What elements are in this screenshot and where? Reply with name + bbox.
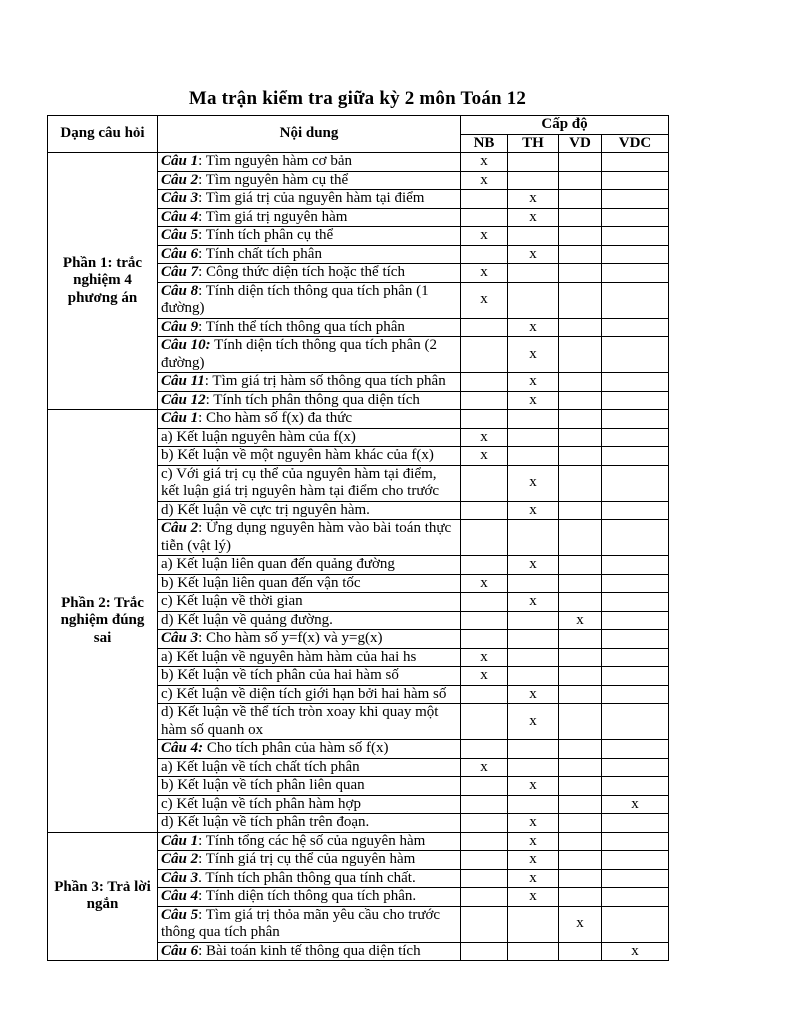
content-cell: c) Kết luận về thời gian — [158, 593, 461, 612]
section-label-2: Phần 2: Trắc nghiệm đúng sai — [48, 410, 158, 833]
level-mark-cell-vdc — [602, 611, 669, 630]
level-mark-cell-nb — [461, 556, 508, 575]
level-mark-cell-vd — [559, 520, 602, 556]
content-cell: Câu 1: Tính tổng các hệ số của nguyên hàm — [158, 832, 461, 851]
level-mark-cell-vd — [559, 593, 602, 612]
level-mark-cell-th — [508, 520, 559, 556]
level-mark-cell-vdc — [602, 465, 669, 501]
level-mark-cell-nb — [461, 520, 508, 556]
level-mark-cell-vdc — [602, 373, 669, 392]
level-mark-cell-nb — [461, 337, 508, 373]
level-mark-cell-th — [508, 906, 559, 942]
content-cell: b) Kết luận về một nguyên hàm khác của f(x) — [158, 447, 461, 466]
level-mark-cell-th: x — [508, 685, 559, 704]
level-mark-cell-th — [508, 667, 559, 686]
level-mark-cell-th — [508, 264, 559, 283]
level-mark-cell-vdc — [602, 337, 669, 373]
level-mark-cell-nb: x — [461, 282, 508, 318]
level-mark-cell-th: x — [508, 190, 559, 209]
question-number: Câu 12 — [161, 391, 206, 408]
question-number: Câu 5 — [161, 906, 199, 923]
question-number: Câu 11 — [161, 373, 205, 389]
level-mark-cell-th — [508, 740, 559, 759]
level-mark-cell-nb — [461, 593, 508, 612]
level-mark-cell-nb: x — [461, 648, 508, 667]
level-mark-cell-nb — [461, 888, 508, 907]
content-cell: Câu 12: Tính tích phân thông qua diện tích — [158, 391, 461, 410]
level-mark-cell-nb — [461, 465, 508, 501]
level-mark-cell-th — [508, 171, 559, 190]
question-number: Câu 1 — [161, 153, 199, 169]
content-cell: Câu 1: Cho hàm số f(x) đa thức — [158, 410, 461, 429]
level-mark-cell-vd — [559, 630, 602, 649]
level-mark-cell-th: x — [508, 391, 559, 410]
header-content: Nội dung — [158, 116, 461, 153]
level-mark-cell-vd — [559, 373, 602, 392]
level-mark-cell-vdc — [602, 318, 669, 337]
level-mark-cell-th: x — [508, 337, 559, 373]
table-row — [48, 410, 669, 429]
level-mark-cell-th — [508, 410, 559, 429]
content-cell: d) Kết luận về tích phân trên đoạn. — [158, 814, 461, 833]
level-mark-cell-th: x — [508, 245, 559, 264]
level-mark-cell-vd — [559, 245, 602, 264]
level-mark-cell-nb: x — [461, 447, 508, 466]
level-mark-cell-vd — [559, 758, 602, 777]
content-cell: Câu 8: Tính diện tích thông qua tích phân (1 đường) — [158, 282, 461, 318]
level-mark-cell-nb: x — [461, 153, 508, 172]
matrix-table-body — [48, 153, 669, 961]
level-mark-cell-vdc — [602, 740, 669, 759]
header-row-1 — [48, 116, 669, 135]
level-mark-cell-nb — [461, 906, 508, 942]
content-cell: d) Kết luận về cực trị nguyên hàm. — [158, 501, 461, 520]
level-mark-cell-vdc — [602, 777, 669, 796]
level-mark-cell-vd — [559, 777, 602, 796]
level-mark-cell-vd — [559, 153, 602, 172]
content-cell: Câu 4: Tính diện tích thông qua tích phân. — [158, 888, 461, 907]
level-mark-cell-nb: x — [461, 667, 508, 686]
level-mark-cell-vdc — [602, 227, 669, 246]
level-mark-cell-nb: x — [461, 758, 508, 777]
level-mark-cell-vd — [559, 190, 602, 209]
level-mark-cell-nb — [461, 869, 508, 888]
table-header — [48, 116, 669, 153]
level-mark-cell-vd — [559, 667, 602, 686]
level-mark-cell-vdc — [602, 574, 669, 593]
content-cell: c) Với giá trị cụ thể của nguyên hàm tại điểm, kết luận giá trị nguyên hàm tại điểm cho trước — [158, 465, 461, 501]
question-number: Câu 2 — [161, 171, 199, 188]
content-cell: Câu 4: Cho tích phân của hàm số f(x) — [158, 740, 461, 759]
level-mark-cell-vdc — [602, 888, 669, 907]
content-cell: b) Kết luận liên quan đến vận tốc — [158, 574, 461, 593]
level-mark-cell-th — [508, 648, 559, 667]
level-mark-cell-nb — [461, 318, 508, 337]
question-number: Câu 4: — [161, 740, 204, 756]
level-mark-cell-nb — [461, 190, 508, 209]
question-number: Câu 2 — [161, 851, 199, 867]
header-level-th: TH — [508, 134, 559, 153]
level-mark-cell-nb — [461, 851, 508, 870]
header-level-group: Cấp độ — [461, 116, 669, 135]
content-cell: Câu 6: Tính chất tích phân — [158, 245, 461, 264]
level-mark-cell-vd — [559, 264, 602, 283]
level-mark-cell-th: x — [508, 208, 559, 227]
level-mark-cell-vd — [559, 337, 602, 373]
content-cell: Câu 9: Tính thể tích thông qua tích phân — [158, 318, 461, 337]
content-cell: b) Kết luận về tích phân liên quan — [158, 777, 461, 796]
content-cell: Câu 3: Tìm giá trị của nguyên hàm tại điểm — [158, 190, 461, 209]
question-number: Câu 4 — [161, 888, 199, 904]
level-mark-cell-vd — [559, 391, 602, 410]
level-mark-cell-th — [508, 630, 559, 649]
content-cell: d) Kết luận về thể tích tròn xoay khi quay một hàm số quanh ox — [158, 704, 461, 740]
level-mark-cell-th: x — [508, 777, 559, 796]
table-row — [48, 832, 669, 851]
content-cell: Câu 2: Ứng dụng nguyên hàm vào bài toán thực tiễn (vật lý) — [158, 520, 461, 556]
level-mark-cell-vdc — [602, 593, 669, 612]
level-mark-cell-vdc — [602, 906, 669, 942]
level-mark-cell-vd — [559, 318, 602, 337]
question-number: Câu 10: — [161, 337, 211, 353]
level-mark-cell-vd — [559, 282, 602, 318]
content-cell: Câu 4: Tìm giá trị nguyên hàm — [158, 208, 461, 227]
content-cell: Câu 10: Tính diện tích thông qua tích phân (2 đường) — [158, 337, 461, 373]
level-mark-cell-vdc — [602, 814, 669, 833]
level-mark-cell-vd — [559, 832, 602, 851]
level-mark-cell-nb — [461, 704, 508, 740]
level-mark-cell-nb — [461, 685, 508, 704]
level-mark-cell-vdc — [602, 685, 669, 704]
content-cell: b) Kết luận về tích phân của hai hàm số — [158, 667, 461, 686]
question-number: Câu 2 — [161, 520, 199, 536]
level-mark-cell-vdc — [602, 630, 669, 649]
level-mark-cell-nb — [461, 795, 508, 814]
header-level-vdc: VDC — [602, 134, 669, 153]
level-mark-cell-th — [508, 758, 559, 777]
question-number: Câu 3 — [161, 869, 199, 886]
level-mark-cell-th: x — [508, 869, 559, 888]
level-mark-cell-vdc — [602, 520, 669, 556]
level-mark-cell-th — [508, 574, 559, 593]
question-number: Câu 6 — [161, 245, 199, 262]
level-mark-cell-nb — [461, 630, 508, 649]
level-mark-cell-vdc — [602, 648, 669, 667]
level-mark-cell-vdc — [602, 869, 669, 888]
header-level-vd: VD — [559, 134, 602, 153]
level-mark-cell-vdc — [602, 391, 669, 410]
question-number: Câu 4 — [161, 208, 199, 225]
section-label-3: Phần 3: Trả lời ngắn — [48, 832, 158, 961]
level-mark-cell-vdc — [602, 264, 669, 283]
content-cell: a) Kết luận về nguyên hàm hàm của hai hs — [158, 648, 461, 667]
section-label-1: Phần 1: trắc nghiệm 4 phương án — [48, 153, 158, 410]
level-mark-cell-nb — [461, 245, 508, 264]
level-mark-cell-nb — [461, 611, 508, 630]
level-mark-cell-vdc — [602, 428, 669, 447]
level-mark-cell-vd — [559, 869, 602, 888]
table-row — [48, 153, 669, 172]
level-mark-cell-vdc — [602, 832, 669, 851]
level-mark-cell-nb — [461, 501, 508, 520]
level-mark-cell-nb — [461, 373, 508, 392]
level-mark-cell-vdc — [602, 704, 669, 740]
level-mark-cell-vdc: x — [602, 795, 669, 814]
level-mark-cell-nb: x — [461, 264, 508, 283]
content-cell: Câu 3. Tính tích phân thông qua tính chất. — [158, 869, 461, 888]
level-mark-cell-nb: x — [461, 171, 508, 190]
content-cell: c) Kết luận về diện tích giới hạn bởi hai hàm số — [158, 685, 461, 704]
level-mark-cell-nb — [461, 942, 508, 961]
level-mark-cell-nb: x — [461, 227, 508, 246]
level-mark-cell-vd — [559, 814, 602, 833]
level-mark-cell-nb — [461, 410, 508, 429]
content-cell: Câu 5: Tính tích phân cụ thể — [158, 227, 461, 246]
question-number: Câu 9 — [161, 318, 199, 335]
level-mark-cell-vdc — [602, 171, 669, 190]
content-cell: d) Kết luận về quảng đường. — [158, 611, 461, 630]
level-mark-cell-nb — [461, 740, 508, 759]
content-cell: c) Kết luận về tích phân hàm hợp — [158, 795, 461, 814]
level-mark-cell-th: x — [508, 465, 559, 501]
level-mark-cell-nb — [461, 814, 508, 833]
level-mark-cell-th — [508, 227, 559, 246]
level-mark-cell-vdc — [602, 851, 669, 870]
level-mark-cell-nb — [461, 832, 508, 851]
content-cell: Câu 7: Công thức diện tích hoặc thể tích — [158, 264, 461, 283]
level-mark-cell-vdc — [602, 758, 669, 777]
question-number: Câu 5 — [161, 227, 199, 243]
content-cell: Câu 2: Tìm nguyên hàm cụ thể — [158, 171, 461, 190]
level-mark-cell-th — [508, 611, 559, 630]
level-mark-cell-vdc — [602, 245, 669, 264]
question-number: Câu 8 — [161, 282, 199, 299]
level-mark-cell-th — [508, 282, 559, 318]
level-mark-cell-th — [508, 447, 559, 466]
question-number: Câu 6 — [161, 942, 199, 959]
content-cell: Câu 2: Tính giá trị cụ thể của nguyên hàm — [158, 851, 461, 870]
level-mark-cell-th: x — [508, 851, 559, 870]
level-mark-cell-vd — [559, 447, 602, 466]
level-mark-cell-vd — [559, 942, 602, 961]
question-number: Câu 1 — [161, 832, 199, 849]
level-mark-cell-th: x — [508, 832, 559, 851]
level-mark-cell-th — [508, 153, 559, 172]
level-mark-cell-vdc — [602, 208, 669, 227]
level-mark-cell-th — [508, 942, 559, 961]
question-number: Câu 7 — [161, 264, 199, 280]
content-cell: Câu 6: Bài toán kinh tế thông qua diện tích — [158, 942, 461, 961]
level-mark-cell-th: x — [508, 556, 559, 575]
level-mark-cell-vd — [559, 574, 602, 593]
level-mark-cell-nb: x — [461, 574, 508, 593]
level-mark-cell-vdc — [602, 447, 669, 466]
level-mark-cell-vd — [559, 704, 602, 740]
level-mark-cell-th: x — [508, 501, 559, 520]
level-mark-cell-vd — [559, 740, 602, 759]
level-mark-cell-nb — [461, 208, 508, 227]
header-level-nb: NB — [461, 134, 508, 153]
level-mark-cell-nb — [461, 391, 508, 410]
level-mark-cell-th: x — [508, 373, 559, 392]
level-mark-cell-vd — [559, 795, 602, 814]
exam-matrix-table — [47, 115, 669, 961]
level-mark-cell-vd: x — [559, 906, 602, 942]
level-mark-cell-nb: x — [461, 428, 508, 447]
level-mark-cell-vd — [559, 685, 602, 704]
level-mark-cell-th — [508, 428, 559, 447]
level-mark-cell-th: x — [508, 593, 559, 612]
level-mark-cell-vd — [559, 465, 602, 501]
level-mark-cell-th: x — [508, 704, 559, 740]
content-cell: a) Kết luận nguyên hàm của f(x) — [158, 428, 461, 447]
content-cell: a) Kết luận liên quan đến quảng đường — [158, 556, 461, 575]
level-mark-cell-vd — [559, 648, 602, 667]
level-mark-cell-vd — [559, 410, 602, 429]
level-mark-cell-vdc — [602, 501, 669, 520]
level-mark-cell-vd — [559, 888, 602, 907]
question-number: Câu 3 — [161, 190, 199, 206]
level-mark-cell-vd — [559, 171, 602, 190]
level-mark-cell-vd — [559, 851, 602, 870]
level-mark-cell-vdc — [602, 190, 669, 209]
level-mark-cell-vdc — [602, 667, 669, 686]
level-mark-cell-vd — [559, 501, 602, 520]
page-title: Ma trận kiểm tra giữa kỳ 2 môn Toán 12 — [188, 88, 527, 109]
level-mark-cell-vdc: x — [602, 942, 669, 961]
level-mark-cell-vd — [559, 227, 602, 246]
level-mark-cell-vd — [559, 428, 602, 447]
level-mark-cell-vdc — [602, 410, 669, 429]
content-cell: a) Kết luận về tích chất tích phân — [158, 758, 461, 777]
level-mark-cell-th — [508, 795, 559, 814]
level-mark-cell-nb — [461, 777, 508, 796]
question-number: Câu 1 — [161, 410, 199, 426]
level-mark-cell-vdc — [602, 282, 669, 318]
content-cell: Câu 1: Tìm nguyên hàm cơ bản — [158, 153, 461, 172]
content-cell: Câu 3: Cho hàm số y=f(x) và y=g(x) — [158, 630, 461, 649]
level-mark-cell-vd: x — [559, 611, 602, 630]
level-mark-cell-th: x — [508, 888, 559, 907]
level-mark-cell-th: x — [508, 814, 559, 833]
content-cell: Câu 5: Tìm giá trị thỏa mãn yêu cầu cho trước thông qua tích phân — [158, 906, 461, 942]
header-question-type: Dạng câu hỏi — [48, 116, 158, 153]
level-mark-cell-vd — [559, 208, 602, 227]
level-mark-cell-vdc — [602, 556, 669, 575]
level-mark-cell-vdc — [602, 153, 669, 172]
content-cell: Câu 11: Tìm giá trị hàm số thông qua tích phân — [158, 373, 461, 392]
level-mark-cell-vd — [559, 556, 602, 575]
question-number: Câu 3 — [161, 630, 199, 646]
level-mark-cell-th: x — [508, 318, 559, 337]
